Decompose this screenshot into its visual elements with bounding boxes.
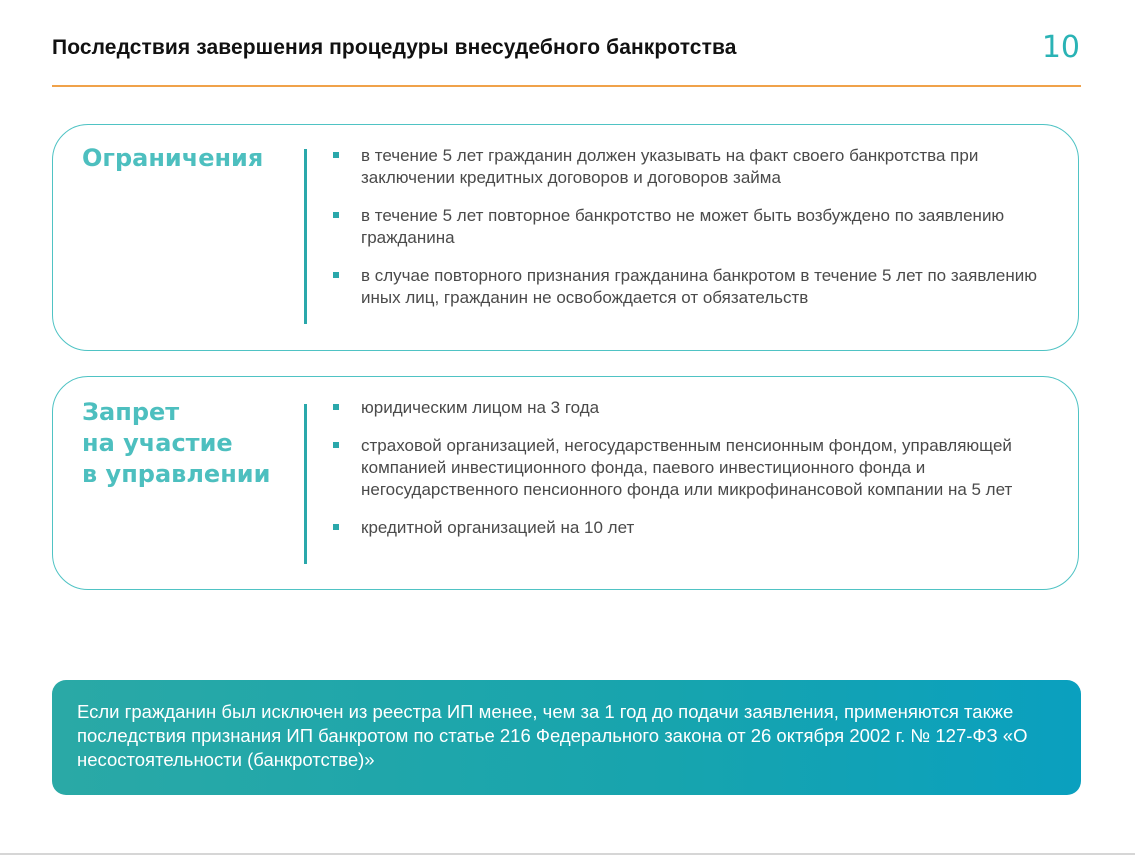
list-item [333,205,1053,249]
bullet-square-icon [333,152,339,158]
bullet-square-icon [333,442,339,448]
heading-line: на участие [82,429,233,457]
bullet-square-icon [333,272,339,278]
list-item-text: в течение 5 лет гражданин должен указывать на факт своего банкротства при заключении кредитных договоров и договоров займа [361,146,979,187]
list-item-text: в случае повторного признания гражданина банкротом в течение 5 лет по заявлению иных лиц, гражданин не освобождается от обязательств [361,266,1037,307]
note-text: Если гражданин был исключен из реестра ИП менее, чем за 1 год до подачи заявления, применяются также последствия признания ИП банкротом по статье 216 Федерального закона от 26 октября 2002 г. № 127-ФЗ «О несостоятельности (банкротстве)» [77,701,1028,770]
management-ban-list [333,397,1053,555]
heading-line: Запрет [82,398,180,426]
management-ban-divider [304,404,307,564]
header-divider [52,85,1081,87]
list-item-text: юридическим лицом на 3 года [361,398,600,417]
restrictions-list [333,145,1053,325]
management-ban-heading [82,397,270,490]
page-title: Последствия завершения процедуры внесудебного банкротства [52,36,737,59]
footer-divider [0,853,1135,855]
list-item-text: кредитной организацией на 10 лет [361,518,635,537]
note-box [52,680,1081,795]
list-item [333,265,1053,309]
restrictions-heading: Ограничения [82,144,264,172]
list-item [333,145,1053,189]
bullet-square-icon [333,524,339,530]
list-item [333,517,1053,539]
page-number: 10 [1041,30,1080,65]
heading-line: в управлении [82,460,271,488]
restrictions-divider [304,149,307,324]
list-item-text: страховой организацией, негосударственным пенсионным фондом, управляющей компанией инвестиционного фонда, паевого инвестиционного фонда и негосударственного пенсионного фонда или микрофинансовой компании на 5 лет [361,436,1013,499]
bullet-square-icon [333,404,339,410]
bullet-square-icon [333,212,339,218]
restrictions-card [52,124,1079,351]
list-item [333,435,1053,501]
list-item [333,397,1053,419]
management-ban-card [52,376,1079,590]
list-item-text: в течение 5 лет повторное банкротство не может быть возбуждено по заявлению гражданина [361,206,1005,247]
